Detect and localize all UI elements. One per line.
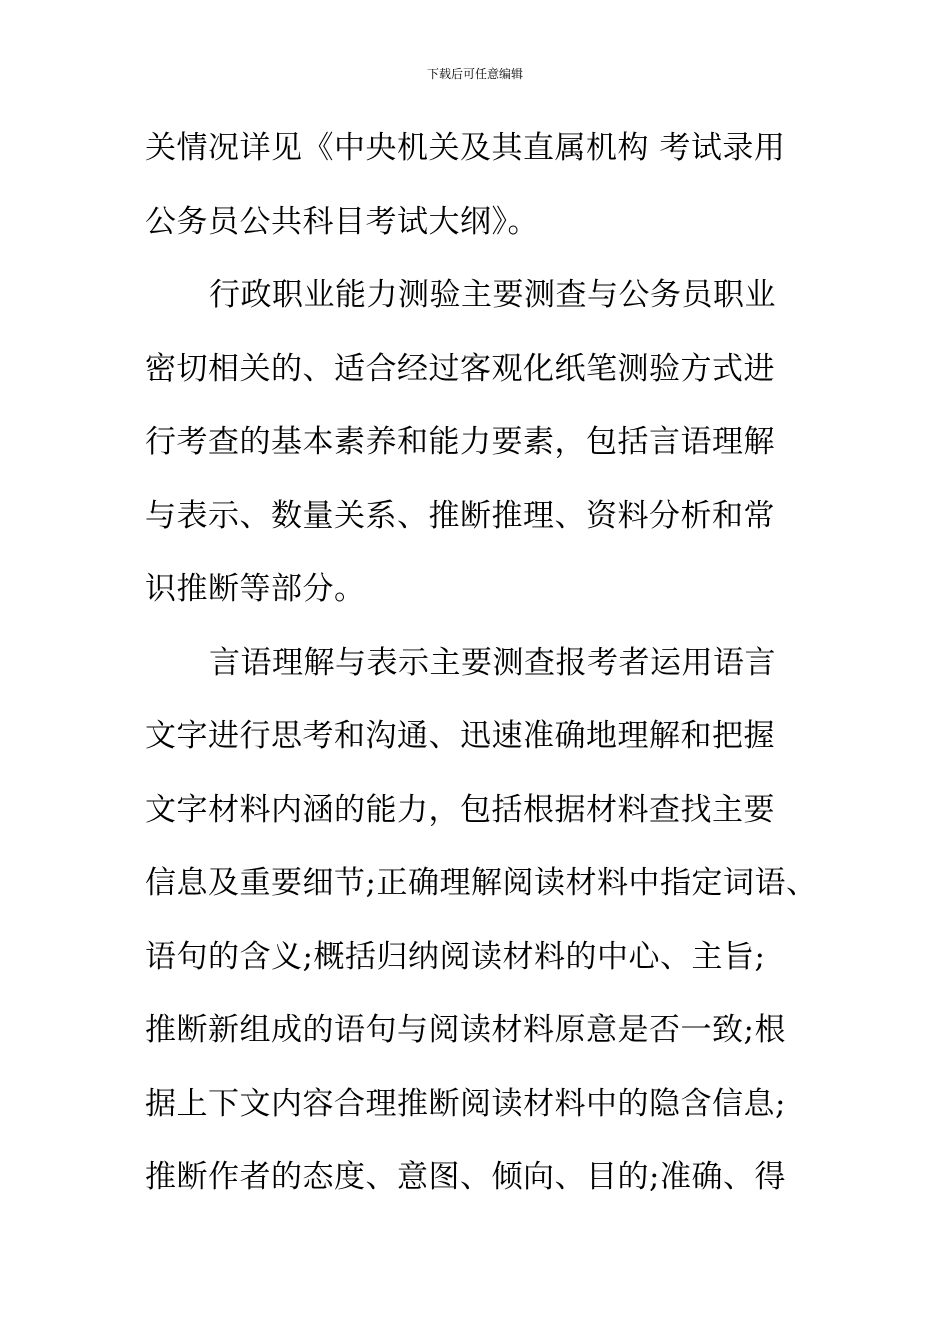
text-line: 信息及重要细节;正确理解阅读材料中指定词语、: [145, 865, 818, 901]
text-line: 文字材料内涵的能力，包括根据材料查找主要: [145, 791, 775, 828]
text-line: 据上下文内容合理推断阅读材料中的隐含信息;: [145, 1085, 786, 1122]
text-line: 关情况详见《中央机关及其直属机构 考试录用: [145, 130, 786, 166]
text-line: 密切相关的、适合经过客观化纸笔测验方式进: [145, 350, 775, 387]
text-line: 识推断等部分。: [145, 571, 366, 607]
text-line: 语句的含义;概括归纳阅读材料的中心、主旨;: [145, 938, 766, 975]
text-line: 推断作者的态度、意图、倾向、目的;准确、得: [145, 1159, 786, 1195]
text-line: 文字进行思考和沟通、迅速准确地理解和把握: [145, 718, 775, 754]
document-body: [145, 112, 825, 1215]
paragraph-start-line: 行政职业能力测验主要测查与公务员职业: [209, 277, 776, 313]
text-line: 与表示、数量关系、推断推理、资料分析和常: [145, 497, 775, 534]
paragraph-start-line: 言语理解与表示主要测查报考者运用语言: [209, 644, 776, 681]
text-line: 公务员公共科目考试大纲》。: [145, 203, 539, 240]
text-line: 行考查的基本素养和能力要素，包括言语理解: [145, 424, 775, 460]
text-line: 推断新组成的语句与阅读材料原意是否一致;根: [145, 1012, 786, 1048]
page-header: 下载后可任意编辑: [426, 67, 523, 81]
